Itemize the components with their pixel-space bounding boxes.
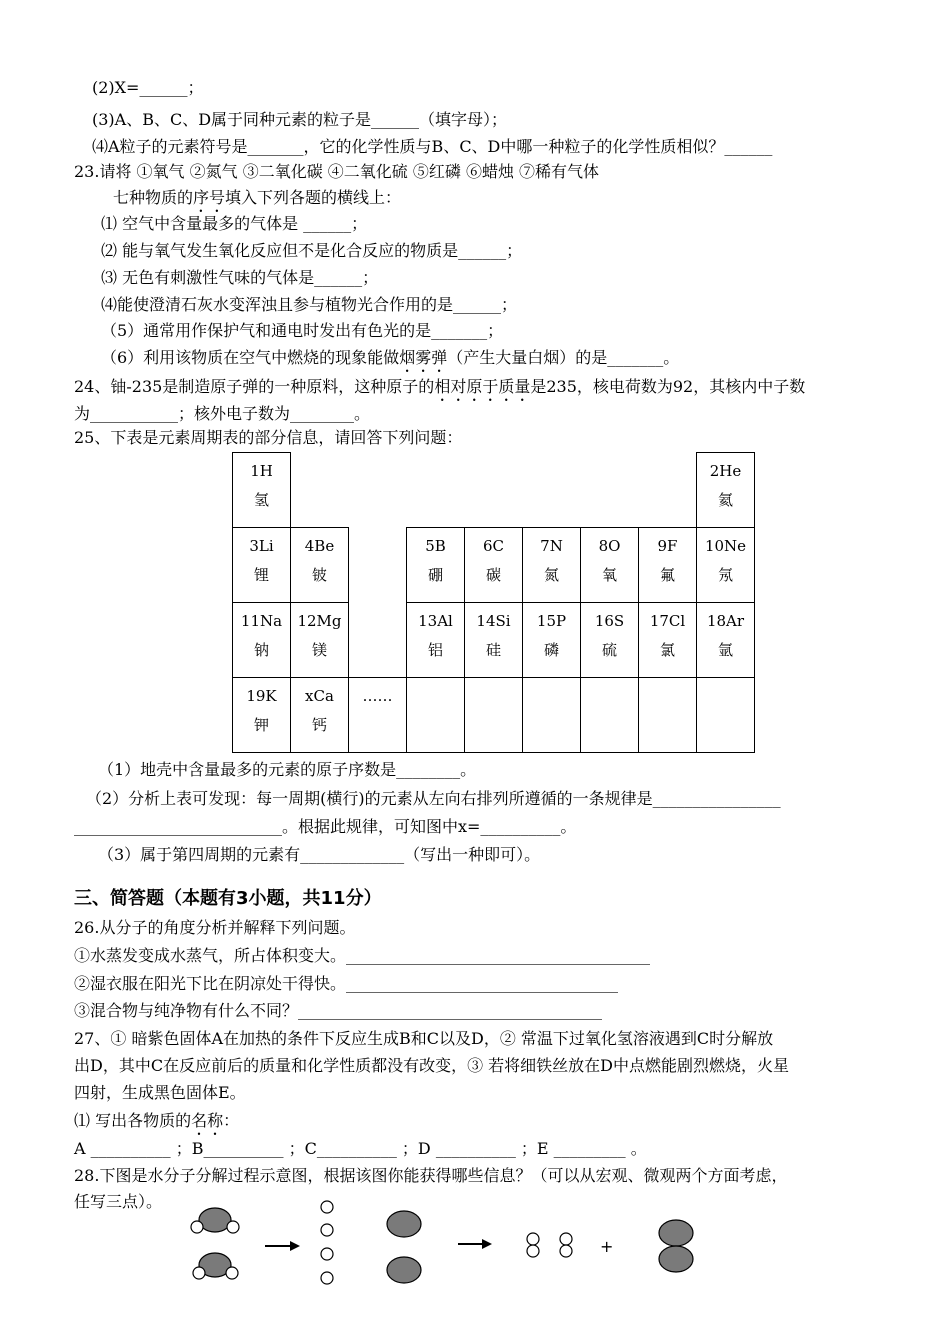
q22-line-4: ⑷A粒子的元素符号是_______，它的化学性质与B、C、D中哪一种粒子的化学性质相似？______ xyxy=(92,137,773,156)
element-cell: 17Cl 氯 xyxy=(639,603,697,678)
hydrogen-atom xyxy=(191,1221,203,1233)
empty-cell xyxy=(523,678,581,753)
q27-line-3: 四射，生成黑色固体E。 xyxy=(74,1083,246,1102)
oxygen-atom xyxy=(387,1211,421,1237)
q25-answer-1: （1）地壳中含量最多的元素的原子序数是________。 xyxy=(98,760,477,779)
q27-line-2: 出D，其中C在反应前后的质量和化学性质都没有改变，③ 若将细铁丝放在D中点燃能剧烈燃烧，火星 xyxy=(74,1056,789,1075)
q26-stem: 26.从分子的角度分析并解释下列问题。 xyxy=(74,918,356,937)
element-cell: 7N 氮 xyxy=(523,528,581,603)
hydrogen-atom xyxy=(321,1272,333,1284)
oxygen-atom xyxy=(659,1220,693,1246)
empty-cell xyxy=(581,678,639,753)
q25-stem: 25、下表是元素周期表的部分信息，请回答下列问题： xyxy=(74,428,463,447)
q23-item-2: ⑵ 能与氧气发生氧化反应但不是化合反应的物质是______； xyxy=(101,241,523,260)
q23-item-3: ⑶ 无色有刺激性气味的气体是______； xyxy=(101,268,379,287)
hydrogen-atom xyxy=(560,1245,572,1257)
element-cell: 4Be 铍 xyxy=(291,528,349,603)
q28-line-2: 任写三点）。 xyxy=(74,1192,163,1211)
element-cell: 16S 硫 xyxy=(581,603,639,678)
ellipsis-cell: …… xyxy=(349,678,407,753)
q23-item-5: （5）通常用作保护气和通电时发出有色光的是_______； xyxy=(101,321,504,340)
q24-line-1: 24、铀-235是制造原子弹的一种原料，这种原子的相对原于质量是235，核电荷数为92，其核内中子数 xyxy=(74,377,806,396)
element-cell: 14Si 硅 xyxy=(465,603,523,678)
q27-answers: A __________ ；B__________ ；C__________ ；D __________ ；E _________ 。 xyxy=(74,1139,647,1158)
element-cell: 11Na 钠 xyxy=(233,603,291,678)
element-cell: 18Ar 氩 xyxy=(697,603,755,678)
element-cell: 6C 碳 xyxy=(465,528,523,603)
hydrogen-atom xyxy=(193,1267,205,1279)
q22-line-2: (2)X=______； xyxy=(92,78,204,97)
empty-cell xyxy=(465,678,523,753)
q23-item-1: ⑴ 空气中含量最多的气体是 ______； xyxy=(101,214,368,233)
q23-item-6: （6）利用该物质在空气中燃烧的现象能做烟雾弹（产生大量白烟）的是_______。 xyxy=(101,348,680,367)
empty-cell xyxy=(407,678,465,753)
plus-sign: + xyxy=(600,1237,614,1256)
q23-stem-2: 七种物质的序号填入下列各题的横线上： xyxy=(113,188,402,207)
q26-item-1: ①水蒸发变成水蒸气，所占体积变大。______________________________________ xyxy=(74,946,651,965)
element-cell: xCa 钙 xyxy=(291,678,349,753)
q24-line-2: 为___________；核外电子数为________。 xyxy=(74,404,371,423)
element-cell: 5B 硼 xyxy=(407,528,465,603)
hydrogen-atom xyxy=(226,1267,238,1279)
element-cell: 3Li 锂 xyxy=(233,528,291,603)
element-cell: 10Ne 氖 xyxy=(697,528,755,603)
empty-cell xyxy=(697,678,755,753)
element-cell: 9F 氟 xyxy=(639,528,697,603)
section-title: 三、简答题（本题有3小题，共11分） xyxy=(74,888,382,909)
q25-answer-3: （3）属于第四周期的元素有_____________（写出一种即可）。 xyxy=(98,845,541,864)
element-cell: 1H 氢 xyxy=(233,453,291,528)
element-cell: 2He 氦 xyxy=(697,453,755,528)
empty-cell xyxy=(639,678,697,753)
q23-stem: 23.请将 ①氧气 ②氮气 ③二氧化碳 ④二氧化硫 ⑤红磷 ⑥蜡烛 ⑦稀有气体 xyxy=(74,162,600,181)
element-cell: 8O 氧 xyxy=(581,528,639,603)
q25-answer-2b: __________________________。根据此规律，可知图中x=__________。 xyxy=(74,817,577,836)
arrow-icon xyxy=(458,1239,492,1249)
hydrogen-atom xyxy=(321,1201,333,1213)
element-cell: 12Mg 镁 xyxy=(291,603,349,678)
hydrogen-atom xyxy=(227,1221,239,1233)
q25-answer-2a: （2）分析上表可发现：每一周期(横行)的元素从左向右排列所遵循的一条规律是________________ xyxy=(86,789,781,808)
hydrogen-atom xyxy=(560,1233,572,1245)
q27-line-4: ⑴ 写出各物质的名称： xyxy=(74,1111,240,1130)
hydrogen-atom xyxy=(527,1233,539,1245)
arrow-icon xyxy=(265,1241,300,1251)
oxygen-atom xyxy=(387,1257,421,1283)
q27-line-1: 27、① 暗紫色固体A在加热的条件下反应生成B和C以及D，② 常温下过氧化氢溶液遇到C时分解放 xyxy=(74,1029,774,1048)
water-decomposition-diagram xyxy=(180,1192,720,1288)
q26-item-3: ③混合物与纯净物有什么不同？______________________________________ xyxy=(74,1001,603,1020)
oxygen-atom xyxy=(659,1246,693,1272)
q28-line-1: 28.下图是水分子分解过程示意图，根据该图你能获得哪些信息？（可以从宏观、微观两个方面考虑， xyxy=(74,1166,788,1185)
element-cell: 15P 磷 xyxy=(523,603,581,678)
element-cell: 13Al 铝 xyxy=(407,603,465,678)
periodic-table xyxy=(232,452,755,753)
q22-line-3: (3)A、B、C、D属于同种元素的粒子是______（填字母）； xyxy=(92,110,508,129)
q23-item-4: ⑷能使澄清石灰水变浑浊且参与植物光合作用的是______； xyxy=(101,295,518,314)
hydrogen-atom xyxy=(527,1245,539,1257)
element-cell: 19K 钾 xyxy=(233,678,291,753)
q26-item-2: ②湿衣服在阳光下比在阴凉处干得快。__________________________________ xyxy=(74,974,619,993)
oxygen-atom xyxy=(199,1208,231,1232)
hydrogen-atom xyxy=(321,1248,333,1260)
hydrogen-atom xyxy=(321,1224,333,1236)
